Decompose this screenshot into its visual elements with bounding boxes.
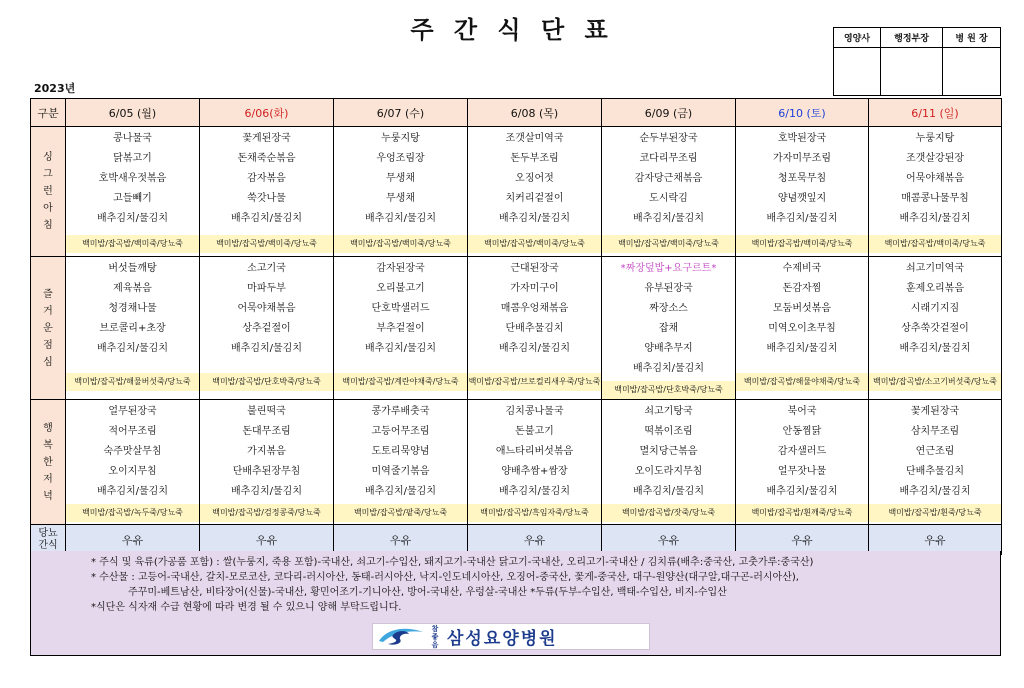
- snack-cell: 우유: [66, 525, 200, 555]
- dish-item: 연근조림: [915, 446, 955, 457]
- dish-item: 양념깻잎지: [777, 193, 827, 204]
- dish-item: 불린떡국: [247, 406, 286, 417]
- dish-item: 감자된장국: [376, 263, 425, 274]
- dish-item: 적어무조림: [108, 426, 157, 437]
- weekly-menu-table: [30, 98, 1002, 555]
- dish-item: 단배추물김치: [906, 466, 964, 477]
- day-header-row: [31, 99, 1002, 127]
- dish-item: 브로콜리+초장: [99, 323, 166, 334]
- dish-item: 고들빼기: [113, 193, 152, 204]
- dish-item: 쇠고기미역국: [906, 263, 964, 274]
- dish-item: 오징어젓: [515, 173, 554, 184]
- menu-cell: [602, 257, 736, 400]
- porridge-options: 백미밥/잡곡밥/녹두죽/당뇨죽: [66, 504, 199, 522]
- dish-item: 단호박샐러드: [371, 303, 430, 314]
- dish-item: 누룽지탕: [915, 133, 955, 144]
- dish-item: 미역오이초무침: [768, 323, 836, 334]
- dish-item: 배추김치/물김치: [499, 486, 570, 497]
- dish-item: 배추김치/물김치: [633, 363, 704, 374]
- dish-item: 떡볶이조림: [644, 426, 693, 437]
- dish-item: 우엉조림장: [376, 153, 425, 164]
- dish-item: 배추김치/물김치: [766, 343, 838, 354]
- menu-cell: [66, 257, 200, 400]
- dish-item: 배추김치/물김치: [633, 213, 704, 224]
- dish-item: 배추김치/물김치: [899, 486, 971, 497]
- dish-item: 조갯살미역국: [505, 133, 564, 144]
- dish-list: [869, 257, 1001, 359]
- day-header-7: 6/11 (일): [869, 99, 1002, 127]
- dish-list: [736, 400, 868, 502]
- meal-row: [31, 257, 1002, 400]
- dish-item: 배추김치/물김치: [499, 213, 570, 224]
- dish-item: 버섯들깨탕: [108, 263, 157, 274]
- dish-item: 배추김치/물김치: [899, 343, 971, 354]
- porridge-options: 백미밥/잡곡밥/해물버섯죽/당뇨죽: [66, 373, 199, 391]
- porridge-options: 백미밥/잡곡밥/잣죽/당뇨죽: [602, 504, 735, 522]
- porridge-options: 백미밥/잡곡밥/흰깨죽/당뇨죽: [736, 504, 868, 522]
- dish-list: [869, 400, 1001, 502]
- menu-cell: [66, 127, 200, 257]
- dish-item: 닭볶고기: [113, 153, 152, 164]
- dish-list: [468, 127, 601, 229]
- dish-item: 오이지무침: [108, 466, 157, 477]
- dish-item: 배추김치/물김치: [231, 486, 302, 497]
- dish-item: 조갯살강된장: [906, 153, 964, 164]
- dish-item: 꽃게된장국: [910, 406, 960, 417]
- snack-cell: 우유: [602, 525, 736, 555]
- dish-item: 김치콩나물국: [505, 406, 564, 417]
- note-staples-meat: * 주식 및 육류(가공품 포함) : 쌀(누룽지, 죽용 포함)-국내산, 쇠고기-수입산, 돼지고기-국내산 닭고기-국내산, 오리고기-국내산 / 김치류(배추:중국산, 고춧가루:중국산): [91, 557, 814, 568]
- dish-item: 단배추된장무침: [232, 466, 301, 477]
- dish-list: [468, 400, 601, 502]
- menu-cell: [869, 127, 1002, 257]
- dish-item: 돈두부조림: [510, 153, 559, 164]
- dish-list: [334, 400, 467, 502]
- day-header-4: 6/08 (목): [468, 99, 602, 127]
- meal-label-char: 즐: [43, 288, 53, 300]
- dish-item: 가자미무조림: [773, 153, 831, 164]
- dish-item: 어묵야채볶음: [237, 303, 296, 314]
- porridge-options: 백미밥/잡곡밥/백미죽/당뇨죽: [602, 235, 735, 253]
- dish-item: 매콤우엉채볶음: [500, 303, 569, 314]
- dish-item: 멸치당근볶음: [639, 446, 698, 457]
- hospital-logo: [372, 623, 650, 650]
- dish-item: 수제비국: [782, 263, 822, 274]
- dish-item: 단배추물김치: [505, 323, 564, 334]
- dish-item: 유부된장국: [644, 283, 693, 294]
- snack-label-line: 당뇨: [38, 527, 58, 539]
- dish-list: [736, 127, 868, 229]
- day-header-3: 6/07 (수): [334, 99, 468, 127]
- dish-item: 가지볶음: [247, 446, 286, 457]
- porridge-options: 백미밥/잡곡밥/백미죽/당뇨죽: [736, 235, 868, 253]
- dish-item: 북어국: [787, 406, 817, 417]
- snack-label: [31, 525, 66, 555]
- dish-item: 코다리무조림: [639, 153, 698, 164]
- meal-label-char: 한: [43, 456, 53, 468]
- meal-label: [31, 127, 66, 257]
- dish-item: 배추김치/물김치: [899, 213, 971, 224]
- dish-list: [736, 257, 868, 359]
- dish-item: 감자볶음: [247, 173, 286, 184]
- dish-item: 배추김치/물김치: [97, 213, 168, 224]
- menu-cell: [468, 127, 602, 257]
- menu-cell: [736, 257, 869, 400]
- dish-list: [602, 127, 735, 229]
- dish-item: 매콤콩나물무침: [901, 193, 969, 204]
- dish-item: 부추겉절이: [376, 323, 425, 334]
- dish-item: 배추김치/물김치: [97, 486, 168, 497]
- dish-item: 쑥갓나물: [247, 193, 286, 204]
- dish-item: 얼무잣나물: [777, 466, 827, 477]
- dish-item: 고등어무조림: [371, 426, 430, 437]
- porridge-options: 백미밥/잡곡밥/브로컬리새우죽/당뇨죽: [468, 373, 601, 391]
- menu-cell: [736, 400, 869, 525]
- porridge-options: 백미밥/잡곡밥/흑임자죽/당뇨죽: [468, 504, 601, 522]
- dish-list: [200, 257, 333, 359]
- snack-cell: 우유: [334, 525, 468, 555]
- dish-list: [602, 400, 735, 502]
- meal-label-char: 저: [43, 473, 53, 485]
- dish-item: 배추김치/물김치: [97, 343, 168, 354]
- dish-item: 양배추쌈+쌈장: [501, 466, 568, 477]
- meal-label-char: 싱: [43, 152, 53, 163]
- approval-box: [833, 27, 1001, 96]
- dish-item: 숙주맛살무침: [103, 446, 162, 457]
- dish-list: [334, 257, 467, 359]
- dish-item: 얼무된장국: [108, 406, 157, 417]
- dish-list: [200, 127, 333, 229]
- note-disclaimer: *식단은 식자재 수급 현황에 따라 변경 될 수 있으니 양해 부탁드립니다.: [91, 602, 402, 613]
- dish-list: [468, 257, 601, 359]
- header-label: 구분: [31, 99, 66, 127]
- logo-name: 삼성요양병원: [447, 629, 558, 649]
- dish-item: 호박된장국: [777, 133, 827, 144]
- dish-item: 배추김치/물김치: [231, 213, 302, 224]
- dish-item: 도시락김: [649, 193, 688, 204]
- dish-item: 배추김치/물김치: [231, 343, 302, 354]
- menu-cell: [468, 400, 602, 525]
- dish-item: 무생채: [386, 173, 415, 184]
- dish-item: 콩가루배춧국: [371, 406, 430, 417]
- dish-item: 상추쑥갓겉절이: [901, 323, 969, 334]
- page-title: 주 간 식 단 표: [410, 16, 614, 44]
- snack-cell: 우유: [200, 525, 334, 555]
- snack-cell: 우유: [468, 525, 602, 555]
- dish-item: 돈감자찜: [782, 283, 822, 294]
- logo-subtitle: 참 좋음: [431, 624, 439, 649]
- approval-director-sign: [943, 48, 1001, 96]
- menu-cell: [334, 400, 468, 525]
- dish-item: 제육볶음: [113, 283, 152, 294]
- dish-list: [200, 400, 333, 502]
- dish-item: *짜장덮밥+요구르트*: [620, 263, 717, 274]
- meal-label-char: 점: [43, 339, 53, 351]
- dish-item: 안동찜닭: [782, 426, 822, 437]
- porridge-options: 백미밥/잡곡밥/해물야채죽/당뇨죽: [736, 373, 868, 391]
- dish-item: 콩나물국: [113, 133, 152, 144]
- dish-item: 배추김치/물김치: [633, 486, 704, 497]
- dish-item: 미역줄기볶음: [371, 466, 430, 477]
- dish-list: [66, 257, 199, 359]
- meal-label-char: 운: [43, 322, 53, 334]
- menu-cell: [602, 127, 736, 257]
- menu-cell: [334, 257, 468, 400]
- dish-item: 양배추무지: [644, 343, 693, 354]
- dish-item: 근대된장국: [510, 263, 559, 274]
- logo-swoosh-icon: [373, 624, 429, 649]
- meal-label-char: 심: [43, 356, 53, 368]
- porridge-options: 백미밥/잡곡밥/흰죽/당뇨죽: [869, 504, 1001, 522]
- dish-item: 청포묵무침: [777, 173, 827, 184]
- dish-item: 감자샐러드: [777, 446, 827, 457]
- menu-cell: [602, 400, 736, 525]
- dish-list: [602, 257, 735, 379]
- dish-item: 순두부된장국: [639, 133, 698, 144]
- dish-list: [869, 127, 1001, 229]
- dish-item: 누룽지탕: [381, 133, 420, 144]
- meal-label-char: 침: [43, 220, 53, 231]
- porridge-options: 백미밥/잡곡밥/팥죽/당뇨죽: [334, 504, 467, 522]
- menu-cell: [869, 257, 1002, 400]
- meal-label-char: 그: [43, 169, 53, 180]
- dish-item: 감자당근채볶음: [634, 173, 703, 184]
- approval-director-label: 병 원 장: [943, 28, 1001, 48]
- approval-dietitian-label: 영양사: [834, 28, 881, 48]
- dish-item: 상추겉절이: [242, 323, 291, 334]
- dish-item: 오리불고기: [376, 283, 425, 294]
- dish-item: 무생채: [386, 193, 415, 204]
- dish-item: 호박새우젓볶음: [98, 173, 167, 184]
- porridge-options: 백미밥/잡곡밥/백미죽/당뇨죽: [66, 235, 199, 253]
- dish-item: 배추김치/물김치: [499, 343, 570, 354]
- snack-label-line: 간식: [38, 539, 58, 551]
- dish-item: 마파두부: [247, 283, 286, 294]
- dish-item: 짜장소스: [649, 303, 688, 314]
- meal-label-char: 런: [43, 186, 53, 197]
- menu-cell: [869, 400, 1002, 525]
- porridge-options: 백미밥/잡곡밥/소고기버섯죽/당뇨죽: [869, 373, 1001, 391]
- meal-label: [31, 257, 66, 400]
- day-header-5: 6/09 (금): [602, 99, 736, 127]
- menu-cell: [200, 127, 334, 257]
- day-header-1: 6/05 (월): [66, 99, 200, 127]
- snack-row: [31, 525, 1002, 555]
- menu-cell: [736, 127, 869, 257]
- dish-item: 배추김치/물김치: [766, 486, 838, 497]
- porridge-options: 백미밥/잡곡밥/백미죽/당뇨죽: [869, 235, 1001, 253]
- dish-item: 돈채죽순볶음: [237, 153, 296, 164]
- dish-item: 청경채나물: [108, 303, 157, 314]
- dish-item: 배추김치/물김치: [365, 213, 436, 224]
- dish-item: 모둠버섯볶음: [773, 303, 831, 314]
- meal-label-char: 거: [43, 305, 53, 317]
- porridge-options: 백미밥/잡곡밥/계란야채죽/당뇨죽: [334, 373, 467, 391]
- meal-row: [31, 127, 1002, 257]
- meal-label-char: 아: [43, 203, 53, 214]
- meal-row: [31, 400, 1002, 525]
- note-seafood-cont: 주꾸미-베트남산, 비타장어(신물)-국내산, 황민어조기-기니아산, 방어-국내산, 우렁살-국내산 *두류(두부-수입산, 백태-수입산, 비지-수입산: [128, 587, 727, 598]
- dish-item: 가자미구이: [510, 283, 559, 294]
- dish-item: 쇠고기탕국: [644, 406, 693, 417]
- day-header-2: 6/06(화): [200, 99, 334, 127]
- dish-item: 소고기국: [247, 263, 286, 274]
- dish-item: 어묵야채볶음: [906, 173, 964, 184]
- day-header-6: 6/10 (토): [736, 99, 869, 127]
- porridge-options: 백미밥/잡곡밥/단호박죽/당뇨죽: [602, 381, 735, 399]
- dish-list: [66, 400, 199, 502]
- dish-item: 꽃게된장국: [242, 133, 291, 144]
- snack-cell: 우유: [869, 525, 1002, 555]
- meal-label-char: 복: [43, 439, 53, 451]
- note-seafood: * 수산물 : 고등어-국내산, 갈치-모로코산, 코다리-러시아산, 동태-러시아산, 낙지-인도네시아산, 오징어-중국산, 꽃게-중국산, 대구-원양산(대구알,대구곤-러시아산),: [91, 572, 799, 583]
- porridge-options: 백미밥/잡곡밥/백미죽/당뇨죽: [200, 235, 333, 253]
- dish-item: 잡채: [658, 323, 679, 334]
- meal-label: [31, 400, 66, 525]
- dish-item: 시래기지짐: [910, 303, 960, 314]
- dish-list: [334, 127, 467, 229]
- dish-list: [66, 127, 199, 229]
- dish-item: 돈대무조림: [242, 426, 291, 437]
- year-label: 2023년: [34, 82, 76, 95]
- menu-cell: [200, 400, 334, 525]
- dish-item: 배추김치/물김치: [766, 213, 838, 224]
- dish-item: 삼치무조림: [910, 426, 960, 437]
- approval-dietitian-sign: [834, 48, 881, 96]
- dish-item: 돈불고기: [515, 426, 554, 437]
- dish-item: 배추김치/물김치: [365, 343, 436, 354]
- dish-item: 애느타리버섯볶음: [495, 446, 574, 457]
- snack-cell: 우유: [736, 525, 869, 555]
- menu-cell: [66, 400, 200, 525]
- porridge-options: 백미밥/잡곡밥/백미죽/당뇨죽: [334, 235, 467, 253]
- dish-item: 훈제오리볶음: [906, 283, 964, 294]
- meal-label-char: 녁: [43, 490, 53, 502]
- dish-item: 도토리묵양념: [371, 446, 430, 457]
- meal-label-char: 행: [43, 422, 53, 434]
- dish-item: 치커리겉절이: [505, 193, 564, 204]
- porridge-options: 백미밥/잡곡밥/백미죽/당뇨죽: [468, 235, 601, 253]
- dish-item: 오이도라지무침: [634, 466, 703, 477]
- porridge-options: 백미밥/잡곡밥/검정콩죽/당뇨죽: [200, 504, 333, 522]
- approval-admin-label: 행정부장: [881, 28, 943, 48]
- menu-cell: [468, 257, 602, 400]
- dish-item: 배추김치/물김치: [365, 486, 436, 497]
- approval-admin-sign: [881, 48, 943, 96]
- porridge-options: 백미밥/잡곡밥/단호박죽/당뇨죽: [200, 373, 333, 391]
- menu-cell: [334, 127, 468, 257]
- menu-cell: [200, 257, 334, 400]
